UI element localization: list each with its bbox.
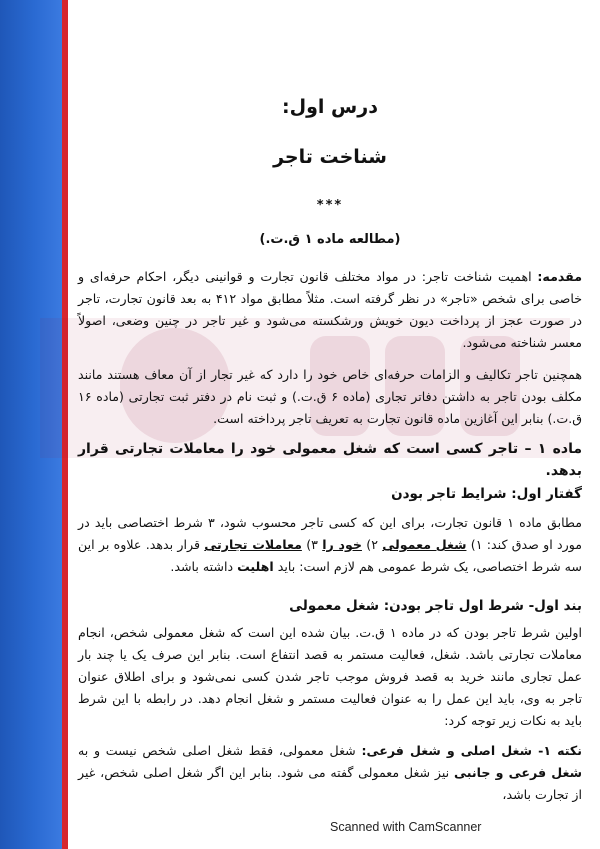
lesson-reference: (مطالعه ماده ۱ ق.ت.) [259,232,401,247]
note-1-bold: شغل فرعی و جانبی [454,765,582,780]
condition-general: اهلیت [237,559,274,574]
section-1-text-a: مطابق ماده ۱ قانون تجارت، برای این که کسی تاجر محسوب شود، ۳ شرط اختصاصی باید در مورد او صدق کند: ۱) [78,515,583,552]
lesson-title: درس اول: [282,96,378,118]
paragraph-2: همچنین تاجر تکالیف و الزامات حرفه‌ای خاص خود را دارد که غیر تجار از آن معاف هستند مانند مکلف بودن تاجر به داشتن دفاتر تجاری (ماده ۶ ق.ت.) و ثبت نام در دفتر ثبت تجارتی (ماده ۱۶ ق.ت.) بنابر این آغازین ماده قانون تجارت به تعریف تاجر پرداخته است. [78,367,582,426]
scanner-footer: Scanned with CamScanner [330,820,482,834]
intro-label: مقدمه: [537,269,582,284]
section-1-text-e: داشته باشد. [170,559,238,574]
note-1-text-c: نیز شغل معمولی گفته می شود. بنابر این اگر شغل اصلی شخص، غیر از تجارت باشد، [78,765,582,802]
note-1 [78,740,582,806]
lesson-topic: شناخت تاجر [273,146,387,168]
note-1-text-a: شغل معمولی، فقط شغل اصلی شخص نیست و به [78,743,362,758]
section-1-text [78,512,582,578]
intro-text: اهمیت شناخت تاجر: در مواد مختلف قانون تجارت و قوانینی دیگر، احکام حرفه‌ای و خاصی برای شخص «تاجر» در نظر گرفته است. مثلاً مطابق مواد ۴۱۲ به بعد قانون تجارت، تاجر در صورت عجز از پرداخت دیون خویش ورشکسته می‌شود و غیر تاجر در چنین وضعی، اصولاً معسر شناخته می‌شود. [78,269,582,350]
section-1-heading: گفتار اول: شرایط تاجر بودن [391,486,582,502]
section-1-text-d: قرار بدهد. علاوه بر این سه شرط اختصاصی، یک شرط عمومی هم لازم است: باید [78,537,582,574]
clause-1-heading: بند اول- شرط اول تاجر بودن: شغل معمولی [289,598,582,614]
section-separator: *** [316,198,344,213]
section-1-text-c: ۳) [301,537,323,552]
clause-1-text: اولین شرط تاجر بودن که در ماده ۱ ق.ت. بیان شده این است که شغل معمولی شخص، انجام معاملات تجارتی باشد. شغل، فعالیت مستمر به قصد انتفاع است. بنابر این صرف یک یا چند بار عمل تجاری مانند خرید به قصد فروش موجب تاجر شدن کسی نمی‌شود و برای اطلاق عنوان تاجر به وی، باید این عمل را به عنوان فعالیت مستمر و شغل انجام دهد. در رابطه با این شرط باید به نکات زیر توجه کرد: [78,625,582,728]
section-1-text-b: ۲) [361,537,383,552]
condition-2: خود را [322,537,362,552]
note-1-label: نکته ۱- شغل اصلی و شغل فرعی: [361,743,582,758]
article-1: ماده ۱ – تاجر کسی است که شغل معمولی خود را معاملات تجارتی قرار بدهد. [78,441,582,479]
condition-1: شغل معمولی [382,537,467,552]
intro-paragraph [78,266,582,354]
condition-3: معاملات تجارتی [204,537,302,552]
